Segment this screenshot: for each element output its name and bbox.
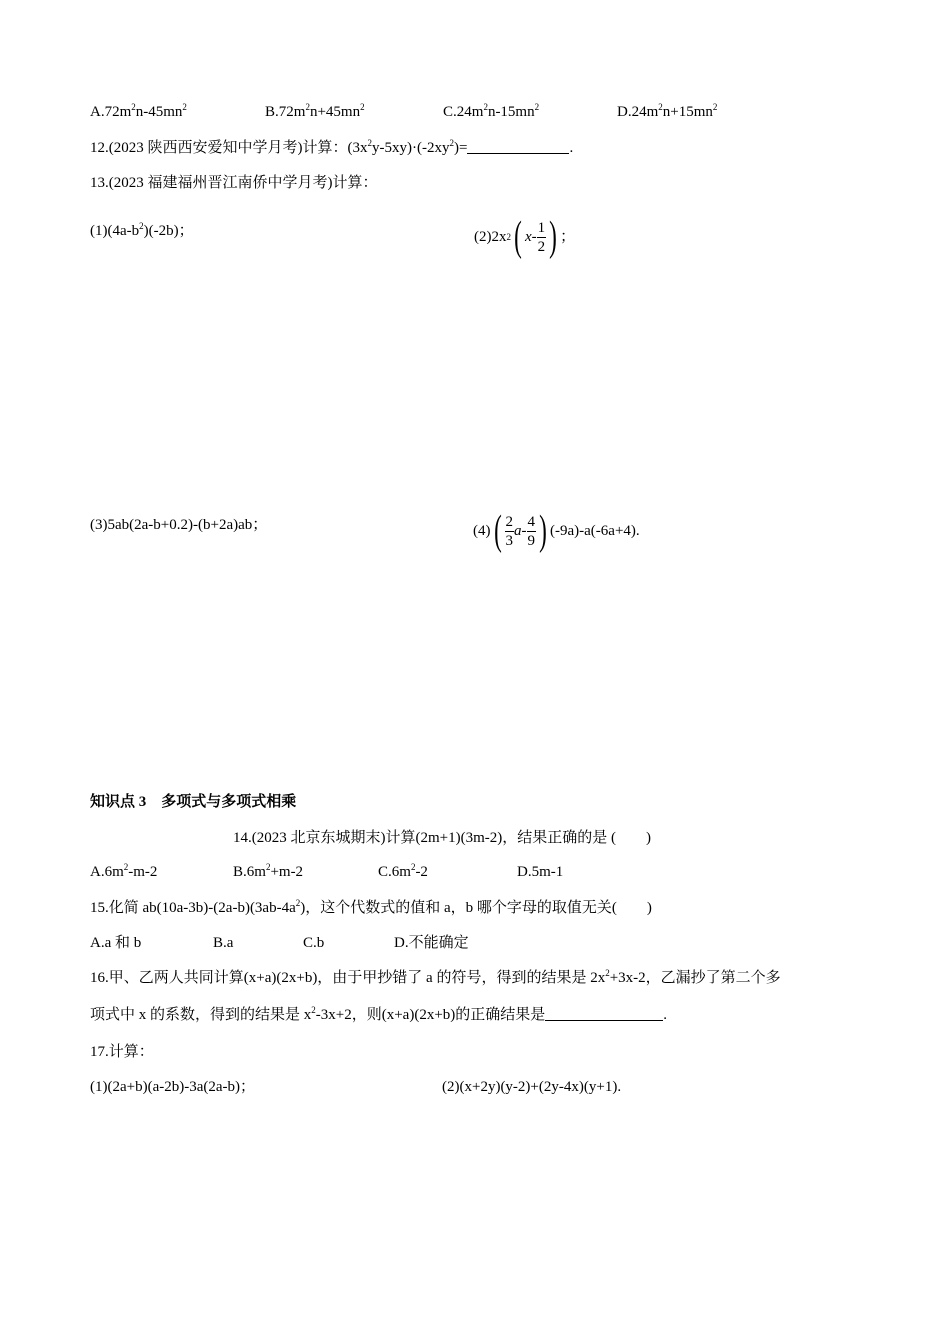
question-12: 12.(2023 陕西西安爱知中学月考)计算：$(3x^2y-5xy)\cdot(-2xy^2)=$ . xyxy=(90,138,574,156)
q15-option-a: A.a 和 b xyxy=(90,935,142,951)
question-13-part-1: $(1)(4a-b^2)(-2b)$； xyxy=(90,221,194,239)
q15-option-d: D.不能确定 xyxy=(394,935,469,951)
question-16-line-1: 16.甲、乙两人共同计算(x+a)(2x+b)，由于甲抄错了 a 的符号，得到的结果是 $2x^2+3x-2$，乙漏抄了第二个多 xyxy=(90,968,781,986)
question-17-part-1: (1)(2a+b)(a-2b)-3a(2a-b)； xyxy=(90,1079,256,1095)
question-17-part-2: (2)(x+2y)(y-2)+(2y-4x)(y+1). xyxy=(442,1079,622,1095)
q14-option-d: D.5m-1 xyxy=(517,864,564,880)
q11-option-b: $B.72m^2n+45mn^2$ xyxy=(265,102,365,120)
q14-option-b: $B.6m^2+m-2$ xyxy=(233,862,304,880)
q11-option-c: $C.24m^2n-15mn^2$ xyxy=(443,102,540,120)
answer-blank[interactable] xyxy=(545,1006,663,1021)
question-13-part-2: (2)2x 2 ( x - $\frac{1}{2}$ ) ； xyxy=(474,214,576,260)
question-16-line-2: 项式中 x 的系数，得到的结果是 $x^2-3x+2$，则(x+a)(2x+b)的正确结果是 . xyxy=(90,1005,668,1023)
question-17-title: 17.计算： xyxy=(90,1044,154,1060)
question-13-part-4: (4) ( $\frac{2}{3}$ a - $\frac{4}{9}$ ) (-9a)-a(-6a+4). xyxy=(473,508,640,554)
question-13-part-3: (3)5ab(2a-b+0.2)-(b+2a)ab； xyxy=(90,517,268,533)
q14-option-c: $C.6m^2-2$ xyxy=(378,862,428,880)
question-15: 15.化简 $ab(10a-3b)-(2a-b)(3ab-4a^2)$，这个代数式的值和 a，b 哪个字母的取值无关( ) xyxy=(90,898,652,916)
section-heading: 知识点 3 多项式与多项式相乘 xyxy=(90,794,297,810)
q14-option-a: $A.6m^2-m-2$ xyxy=(90,862,158,880)
q11-option-d: $D.24m^2n+15mn^2$ xyxy=(617,102,718,120)
q15-option-b: B.a xyxy=(213,935,234,951)
q15-option-c: C.b xyxy=(303,935,325,951)
question-14: 14.(2023 北京东城期末)计算(2m+1)(3m-2)，结果正确的是 ( ) xyxy=(233,830,652,846)
question-13-title: 13.(2023 福建福州晋江南侨中学月考)计算： xyxy=(90,175,378,191)
q11-option-a: $A.72m^2n-45mn^2$ xyxy=(90,102,187,120)
answer-blank[interactable] xyxy=(467,139,569,154)
